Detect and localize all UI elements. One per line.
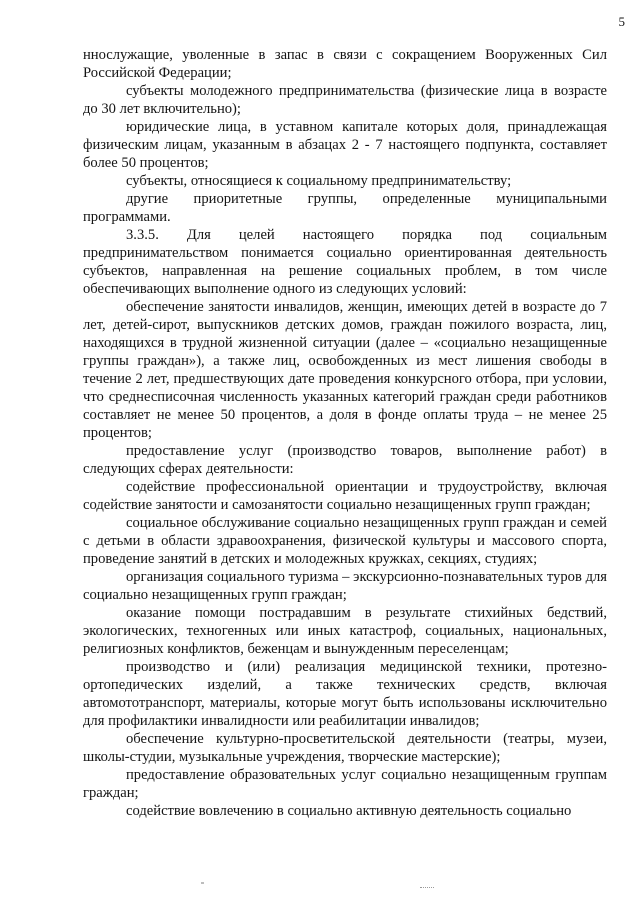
paragraph: обеспечение культурно-просветительской деятельности (театры, музеи, школы-студии, музыкальные учреждения, творческие мастерские); xyxy=(83,731,607,765)
paragraph: производство и (или) реализация медицинской техники, протезно-ортопедических изделий, а также технических средств, включая автомототранспорт, материалы, которые могут быть использованы исключительно для профилактики инвалидности или реабилитации инвалидов; xyxy=(83,659,607,729)
paragraph: юридические лица, в уставном капитале которых доля, принадлежащая физическим лицам, указанным в абзацах 2 - 7 настоящего подпункта, составляет более 50 процентов; xyxy=(83,119,607,171)
paragraph: оказание помощи пострадавшим в результате стихийных бедствий, экологических, техногенных или иных катастроф, социальных, национальных, религиозных конфликтов, беженцам и вынужденным переселенцам; xyxy=(83,605,607,657)
paragraph: субъекты, относящиеся к социальному предпринимательству; xyxy=(126,173,512,189)
paragraph: социальное обслуживание социально незащищенных групп граждан и семей с детьми в области здравоохранения, физической культуры и массового спорта, проведение занятий в детских и молодежных кружках, секциях, студиях; xyxy=(83,515,607,567)
paragraph: обеспечение занятости инвалидов, женщин, имеющих детей в возрасте до 7 лет, детей-сирот, выпускников детских домов, граждан пожилого возраста, лиц, находящихся в трудной жизненной ситуации (далее – «социально незащищенные группы граждан»), а также лиц, освобожденных из мест лишения свободы в течение 2 лет, предшествующих дате проведения конкурсного отбора, при условии, что среднесписочная численность указанных категорий граждан среди работников составляет не менее 50 процентов, а доля в фонде оплаты труда – не менее 25 процентов; xyxy=(83,299,607,441)
paragraph: организация социального туризма – экскурсионно-познавательных туров для социально незащищенных групп граждан; xyxy=(83,569,607,603)
paragraph: содействие профессиональной ориентации и трудоустройству, включая содействие занятости и самозанятости социально незащищенных групп граждан; xyxy=(83,479,607,513)
paragraph: субъекты молодежного предпринимательства (физические лица в возрасте до 30 лет включительно); xyxy=(83,83,607,117)
paragraph: ннослужащие, уволенные в запас в связи с сокращением Вооруженных Сил Российской Федерации; xyxy=(83,47,607,81)
paragraph: содействие вовлечению в социально активную деятельность социально xyxy=(126,803,572,819)
paragraph: предоставление услуг (производство товаров, выполнение работ) в следующих сферах деятельности: xyxy=(83,443,607,477)
paragraph: 3.3.5. Для целей настоящего порядка под социальным предпринимательством понимается социально ориентированная деятельность субъектов, направленная на решение социальных проблем, в том числе обеспечивающих выполнение одного из следующих условий: xyxy=(83,227,607,297)
scan-speck xyxy=(420,887,434,890)
page-number: 5 xyxy=(618,14,625,29)
paragraph: предоставление образовательных услуг социально незащищенным группам граждан; xyxy=(83,767,607,801)
scan-speck xyxy=(201,882,204,884)
paragraph: другие приоритетные группы, определенные муниципальными программами. xyxy=(83,191,607,225)
document-body xyxy=(83,46,607,820)
